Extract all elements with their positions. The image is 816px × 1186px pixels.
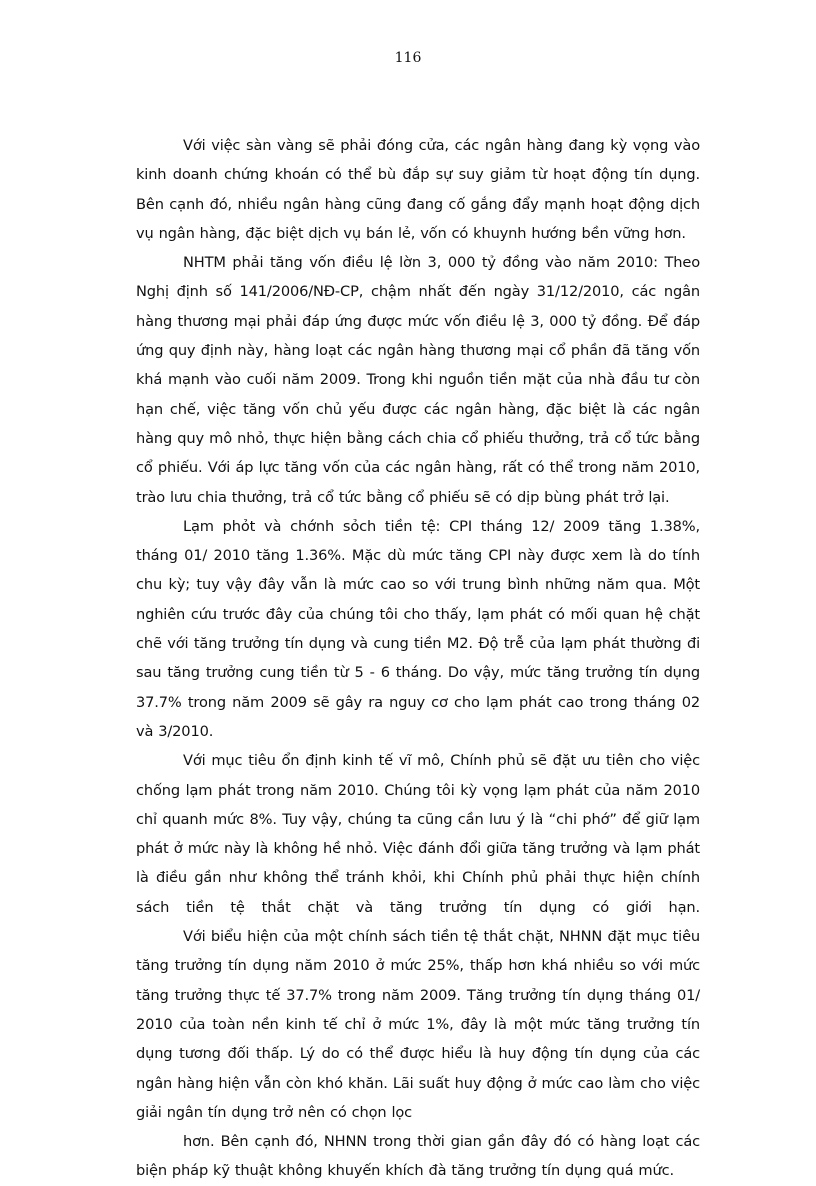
paragraph-inflation-policy: Lạm phỏt và chớnh sỏch tiền tệ: CPI tháng 12/ 2009 tăng 1.38%, tháng 01/ 2010 tăng 1.36%. Mặc dù mức tăng CPI này được xem là do tính chu kỳ; tuy vậy đây vẫn là mức cao so với trung bình những năm qua. Một nghiên cứu trước đây của chúng tôi cho thấy, lạm phát có mối quan hệ chặt chẽ với tăng trưởng tín dụng và cung tiền M2. Độ trễ của lạm phát thường đi sau tăng trưởng cung tiền từ 5 - 6 tháng. Do vậy, mức tăng trưởng tín dụng 37.7% trong năm 2009 sẽ gây ra nguy cơ cho lạm phát cao trong tháng 02 và 3/2010. xyxy=(136,517,700,740)
paragraph-credit-growth: Với biểu hiện của một chính sách tiền tệ thắt chặt, NHNN đặt mục tiêu tăng trưởng tín dụng năm 2010 ở mức 25%, thấp hơn khá nhiều so với mức tăng trưởng thực tế 37.7% trong năm 2009. Tăng trưởng tín dụng tháng 01/ 2010 của toàn nền kinh tế chỉ ở mức 1%, đây là một mức tăng trưởng tín dụng tương đối thấp. Lý do có thể được hiểu là huy động tín dụng của các ngân hàng hiện vẫn còn khó khăn. Lãi suất huy động ở mức cao làm cho việc giải ngân tín dụng trở nên có chọn lọc xyxy=(136,928,700,1121)
document-body xyxy=(136,131,700,1186)
paragraph-gold-exchange: Với việc sàn vàng sẽ phải đóng cửa, các ngân hàng đang kỳ vọng vào kinh doanh chứng khoán có thể bù đắp sự suy giảm từ hoạt động tín dụng. Bên cạnh đó, nhiều ngân hàng cũng đang cố gắng đẩy mạnh hoạt động dịch vụ ngân hàng, đặc biệt dịch vụ bán lẻ, vốn có khuynh hướng bền vững hơn. xyxy=(136,137,700,242)
page-number: 116 xyxy=(394,50,422,66)
paragraph-macro-stability: Với mục tiêu ổn định kinh tế vĩ mô, Chính phủ sẽ đặt ưu tiên cho việc chống lạm phát trong năm 2010. Chúng tôi kỳ vọng lạm phát của năm 2010 chỉ quanh mức 8%. Tuy vậy, chúng ta cũng cần lưu ý là “chi phớ” để giữ lạm phát ở mức này là không hề nhỏ. Việc đánh đổi giữa tăng trưởng và lạm phát là điều gần như không thể tránh khỏi, khi Chính phủ phải thực hiện chính sách tiền tệ thắt chặt và tăng trưởng tín dụng có giới hạn. xyxy=(136,752,700,916)
paragraph-credit-growth-continued: hơn. Bên cạnh đó, NHNN trong thời gian gần đây đó có hàng loạt các biện pháp kỹ thuật không khuyến khích đà tăng trưởng tín dụng quá mức. xyxy=(136,1133,700,1180)
paragraph-charter-capital: NHTM phải tăng vốn điều lệ lờn 3, 000 tỷ đồng vào năm 2010: Theo Nghị định số 141/2006/NĐ-CP, chậm nhất đến ngày 31/12/2010, các ngân hàng thương mại phải đáp ứng được mức vốn điều lệ 3, 000 tỷ đồng. Để đáp ứng quy định này, hàng loạt các ngân hàng thương mại cổ phần đã tăng vốn khá mạnh vào cuối năm 2009. Trong khi nguồn tiền mặt của nhà đầu tư còn hạn chế, việc tăng vốn chủ yếu được các ngân hàng, đặc biệt là các ngân hàng quy mô nhỏ, thực hiện bằng cách chia cổ phiếu thưởng, trả cổ tức bằng cổ phiếu. Với áp lực tăng vốn của các ngân hàng, rất có thể trong năm 2010, trào lưu chia thưởng, trả cổ tức bằng cổ phiếu sẽ có dịp bùng phát trở lại. xyxy=(136,254,700,506)
